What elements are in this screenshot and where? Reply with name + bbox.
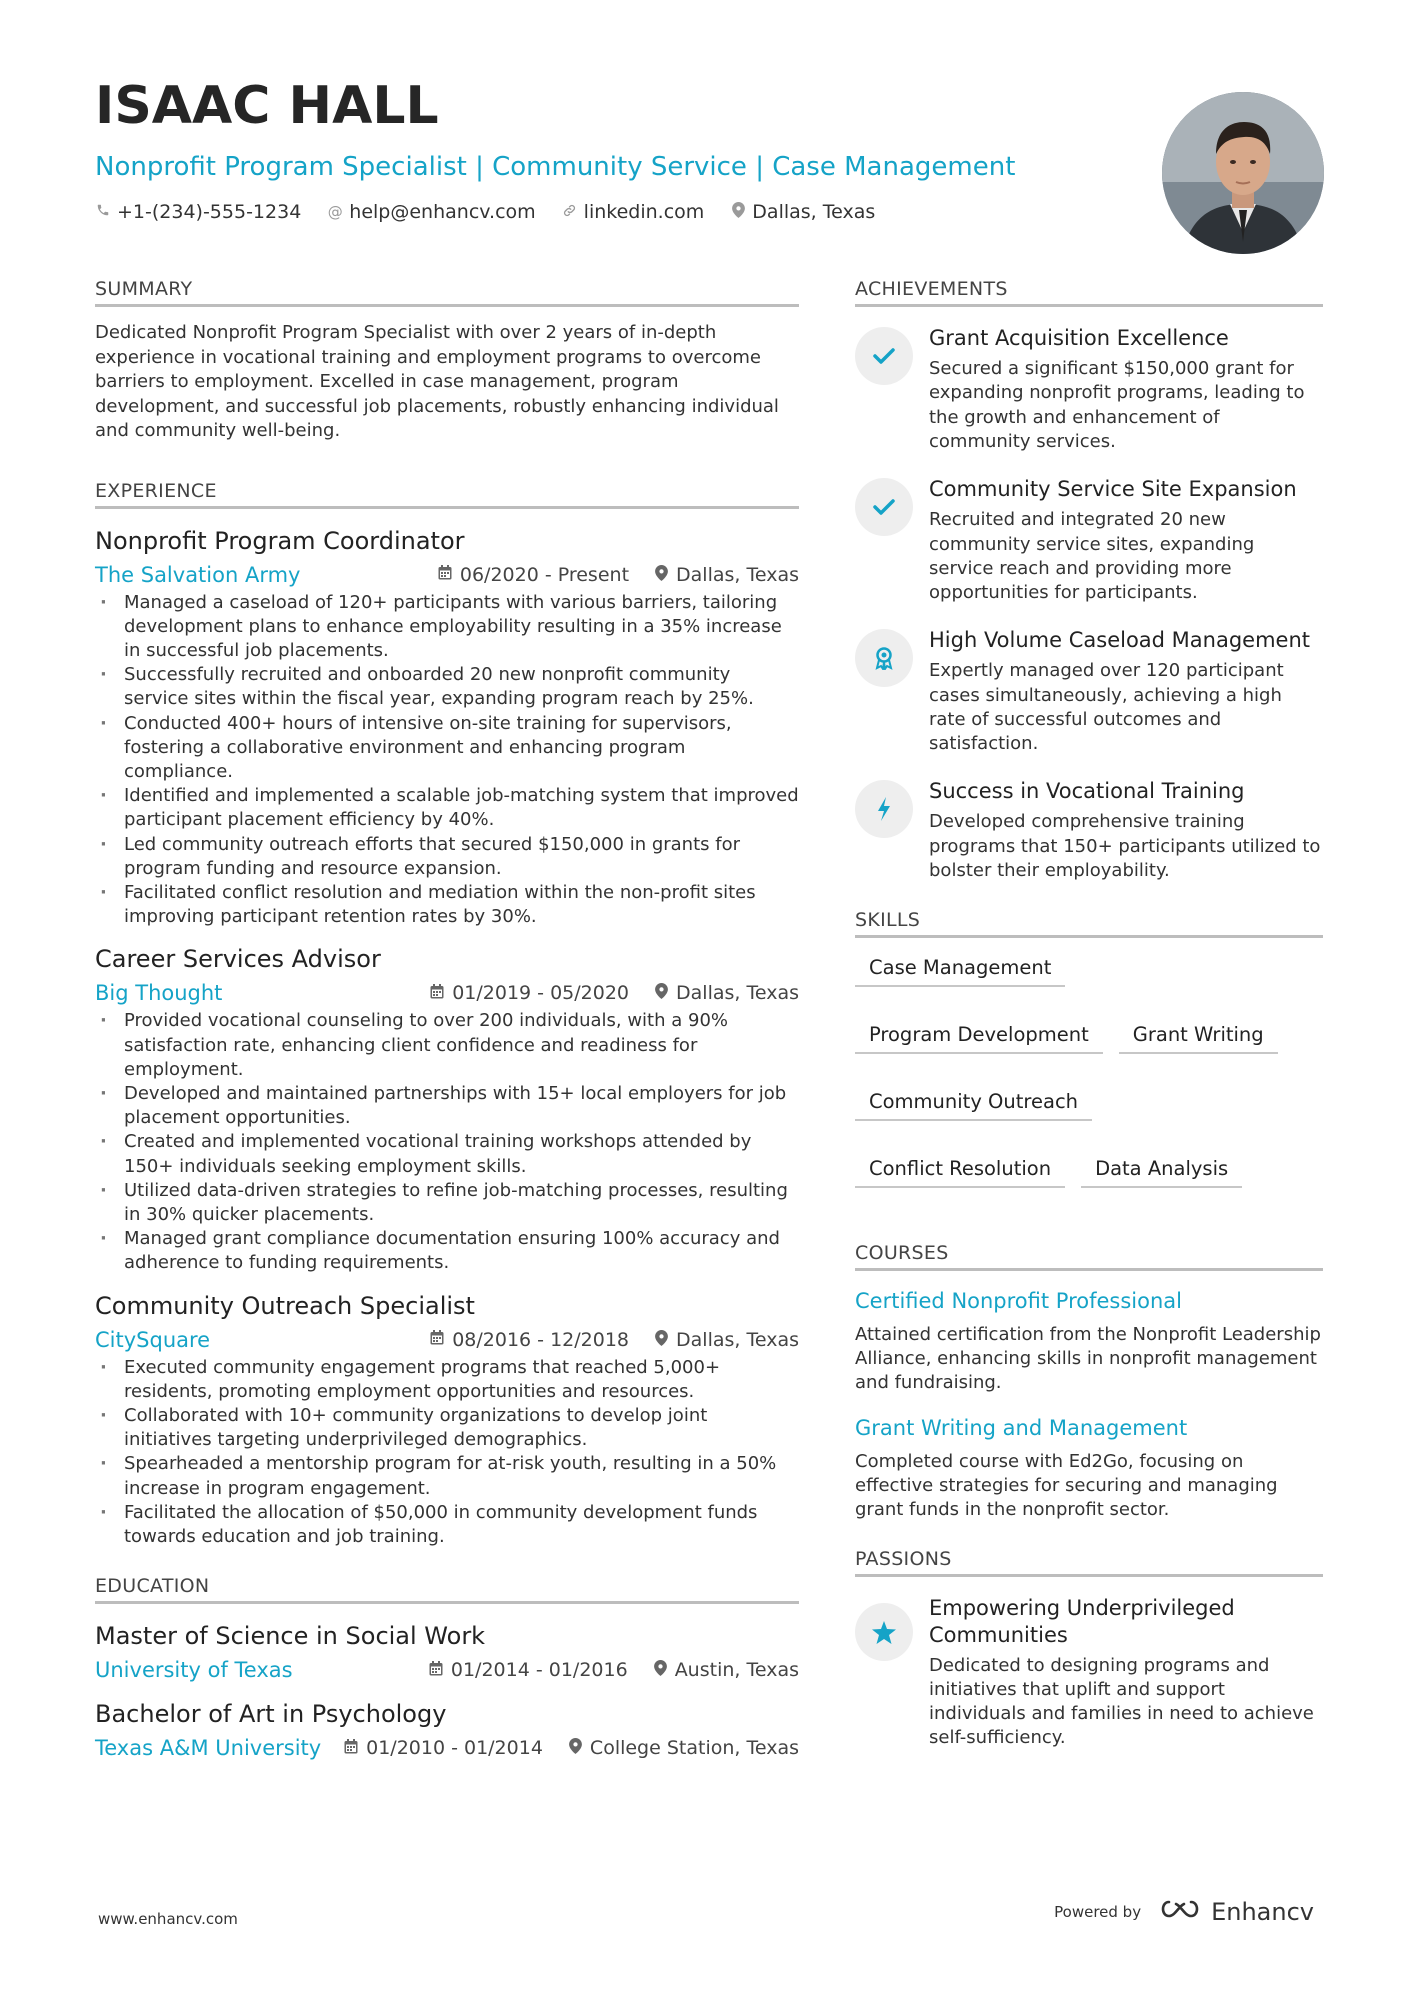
skill-tag: Data Analysis — [1081, 1157, 1242, 1188]
star-icon — [855, 1603, 913, 1661]
passions-section — [855, 1548, 1323, 1750]
job-organization: Big Thought — [95, 981, 223, 1006]
achievement-title: High Volume Caseload Management — [929, 628, 1311, 653]
achievement-item — [855, 627, 1323, 756]
list-item: · Identified and implemented a scalable job-matching system that improved participant placement efficiency by 40%. — [95, 784, 799, 832]
calendar-icon — [430, 1330, 444, 1349]
checkmark-icon — [855, 478, 913, 536]
contact-linkedin-text: linkedin.com — [583, 201, 705, 224]
job-location: Dallas, Texas — [676, 563, 799, 586]
job-title: Community Outreach Specialist — [95, 1291, 475, 1320]
job-entry — [95, 527, 799, 930]
job-entry — [95, 945, 799, 1275]
school-name: University of Texas — [95, 1658, 293, 1683]
job-dates: 06/2020 - Present — [459, 563, 630, 586]
contact-location-text: Dallas, Texas — [752, 201, 876, 224]
achievement-item — [855, 778, 1323, 883]
list-item: · Managed a caseload of 120+ participants with various barriers, tailoring development plans to enhance employability resulting in a 35% increase in successful job placements. — [95, 591, 799, 664]
skill-tag: Community Outreach — [855, 1090, 1092, 1121]
location-pin-icon — [654, 1660, 667, 1680]
achievement-title: Success in Vocational Training — [929, 779, 1245, 804]
contact-email[interactable] — [327, 201, 535, 223]
job-meta — [95, 981, 799, 1005]
job-title: Nonprofit Program Coordinator — [95, 526, 465, 555]
school-name: Texas A&M University — [95, 1736, 322, 1761]
list-item: · Led community outreach efforts that secured $150,000 in grants for program funding and resource expansion. — [95, 833, 799, 881]
list-item: · Created and implemented vocational training workshops attended by 150+ individuals seeking employment skills. — [95, 1130, 799, 1178]
section-title-passions: PASSIONS — [855, 1548, 1323, 1577]
achievement-title: Community Service Site Expansion — [929, 477, 1297, 502]
passion-title: Empowering Underprivileged Communities — [929, 1596, 1235, 1647]
education-entry — [95, 1622, 799, 1682]
enhancv-logo[interactable] — [1157, 1898, 1314, 1926]
contact-phone[interactable] — [95, 201, 301, 223]
infinity-logo-icon — [1157, 1898, 1203, 1926]
skill-tag: Case Management — [855, 956, 1065, 987]
achievement-description: Developed comprehensive training programs that 150+ participants utilized to bolster their employability. — [929, 811, 1321, 881]
achievement-description: Recruited and integrated 20 new community service sites, expanding service reach and providing more opportunities for participants. — [929, 509, 1255, 603]
skill-tag: Grant Writing — [1119, 1023, 1278, 1054]
course-title: Grant Writing and Management — [855, 1415, 1188, 1440]
job-meta — [95, 563, 799, 587]
section-title-summary: SUMMARY — [95, 278, 799, 307]
education-dates: 01/2014 - 01/2016 — [450, 1659, 628, 1682]
skill-tag: Program Development — [855, 1023, 1103, 1054]
job-organization: The Salvation Army — [95, 562, 301, 587]
location-pin-icon — [655, 1330, 668, 1350]
list-item: · Facilitated the allocation of $50,000 in community development funds towards education and job training. — [95, 1501, 799, 1549]
list-item: · Facilitated conflict resolution and mediation within the non-profit sites improving participant retention rates by 30%. — [95, 881, 799, 929]
job-title: Career Services Advisor — [95, 945, 381, 974]
list-item: · Provided vocational counseling to over 200 individuals, with a 90% satisfaction rate, enhancing client confidence and readiness for employment. — [95, 1009, 799, 1082]
link-icon — [562, 203, 578, 222]
education-dates: 01/2010 - 01/2014 — [366, 1737, 543, 1760]
list-item: · Executed community engagement programs that reached 5,000+ residents, promoting employment opportunities and resources. — [95, 1356, 799, 1404]
job-dates: 08/2016 - 12/2018 — [452, 1328, 630, 1351]
lightning-bolt-icon — [855, 780, 913, 838]
left-column — [95, 278, 799, 1796]
job-bullets — [95, 591, 799, 930]
contact-linkedin[interactable] — [562, 201, 705, 223]
powered-by-label: Powered by — [1054, 1903, 1142, 1921]
achievement-item — [855, 325, 1323, 454]
job-bullets — [95, 1009, 799, 1275]
education-meta — [95, 1658, 799, 1682]
brand-name: Enhancv — [1211, 1898, 1314, 1926]
footer-branding — [1054, 1898, 1314, 1926]
calendar-icon — [344, 1739, 358, 1758]
education-location: Austin, Texas — [674, 1659, 799, 1682]
section-title-achievements: ACHIEVEMENTS — [855, 278, 1323, 307]
achievement-description: Expertly managed over 120 participant cases simultaneously, achieving a high rate of successful outcomes and satisfaction. — [929, 660, 1284, 754]
job-organization: CitySquare — [95, 1327, 211, 1352]
experience-section — [95, 480, 799, 1550]
resume-header — [95, 76, 1155, 224]
phone-icon — [95, 203, 111, 221]
job-location: Dallas, Texas — [676, 1328, 799, 1351]
course-title: Certified Nonprofit Professional — [855, 1289, 1182, 1314]
list-item: · Developed and maintained partnerships with 15+ local employers for job placement opportunities. — [95, 1082, 799, 1130]
location-pin-icon — [655, 565, 668, 585]
job-bullets — [95, 1356, 799, 1550]
section-title-education: EDUCATION — [95, 1575, 799, 1604]
achievements-section — [855, 278, 1323, 883]
skills-list — [855, 956, 1323, 1188]
education-entry — [95, 1700, 799, 1760]
contact-list — [95, 201, 1155, 223]
skill-tag: Conflict Resolution — [855, 1157, 1065, 1188]
course-item — [855, 1416, 1323, 1523]
skills-section — [855, 909, 1323, 1188]
summary-text: Dedicated Nonprofit Program Specialist with over 2 years of in-depth experience in vocational training and employment programs to overcome barriers to employment. Excelled in case management, program development, and successful job placements, robustly enhancing individual and community well-being. — [95, 322, 779, 441]
section-title-courses: COURSES — [855, 1242, 1323, 1271]
list-item: · Successfully recruited and onboarded 20 new nonprofit community service sites within the fiscal year, expanding program reach by 25%. — [95, 663, 799, 711]
job-meta — [95, 1328, 799, 1352]
list-item: · Utilized data-driven strategies to refine job-matching processes, resulting in 30% quicker placements. — [95, 1179, 799, 1227]
award-ribbon-icon — [855, 629, 913, 687]
course-description: Attained certification from the Nonprofit Leadership Alliance, enhancing skills in nonprofit management and fundraising. — [855, 1324, 1321, 1394]
summary-section — [95, 278, 799, 444]
achievement-title: Grant Acquisition Excellence — [929, 326, 1229, 350]
location-pin-icon — [655, 983, 668, 1003]
contact-email-text: help@enhancv.com — [349, 201, 536, 224]
contact-phone-text: +1-(234)-555-1234 — [117, 201, 302, 224]
achievement-item — [855, 476, 1323, 605]
right-column — [855, 278, 1323, 1787]
passion-description: Dedicated to designing programs and initiatives that uplift and support individuals and families in need to achieve self-sufficiency. — [929, 1654, 1314, 1749]
degree-title: Master of Science in Social Work — [95, 1622, 486, 1651]
job-dates: 01/2019 - 05/2020 — [452, 982, 630, 1005]
location-pin-icon — [730, 202, 746, 222]
calendar-icon — [438, 565, 452, 584]
course-item — [855, 1289, 1323, 1396]
course-description: Completed course with Ed2Go, focusing on effective strategies for securing and managing grant funds in the nonprofit sector. — [855, 1450, 1278, 1521]
education-section — [95, 1575, 799, 1760]
job-location: Dallas, Texas — [676, 982, 799, 1005]
list-item: · Managed grant compliance documentation ensuring 100% accuracy and adherence to funding requirements. — [95, 1227, 799, 1275]
list-item: · Conducted 400+ hours of intensive on-site training for supervisors, fostering a collaborative environment and enhancing program compliance. — [95, 712, 799, 785]
achievement-description: Secured a significant $150,000 grant for expanding nonprofit programs, leading to the growth and enhancement of community services. — [929, 358, 1305, 452]
calendar-icon — [430, 984, 444, 1003]
at-icon: @ — [327, 203, 343, 222]
profile-photo — [1162, 92, 1324, 254]
calendar-icon — [429, 1661, 443, 1680]
location-pin-icon — [569, 1738, 582, 1758]
list-item: · Collaborated with 10+ community organizations to develop joint initiatives targeting underprivileged demographics. — [95, 1404, 799, 1452]
education-location: College Station, Texas — [589, 1737, 799, 1760]
courses-section — [855, 1242, 1323, 1522]
job-entry — [95, 1292, 799, 1550]
list-item: · Spearheaded a mentorship program for at-risk youth, resulting in a 50% increase in program engagement. — [95, 1452, 799, 1500]
candidate-headline: Nonprofit Program Specialist | Community Service | Case Management — [95, 152, 1016, 182]
education-meta — [95, 1736, 799, 1760]
candidate-name: ISAAC HALL — [95, 76, 439, 136]
degree-title: Bachelor of Art in Psychology — [95, 1700, 447, 1729]
passion-item — [855, 1595, 1323, 1750]
checkmark-icon — [855, 327, 913, 385]
footer-website[interactable]: www.enhancv.com — [98, 1910, 238, 1928]
section-title-experience: EXPERIENCE — [95, 480, 799, 509]
contact-location — [730, 201, 875, 223]
section-title-skills: SKILLS — [855, 909, 1323, 938]
